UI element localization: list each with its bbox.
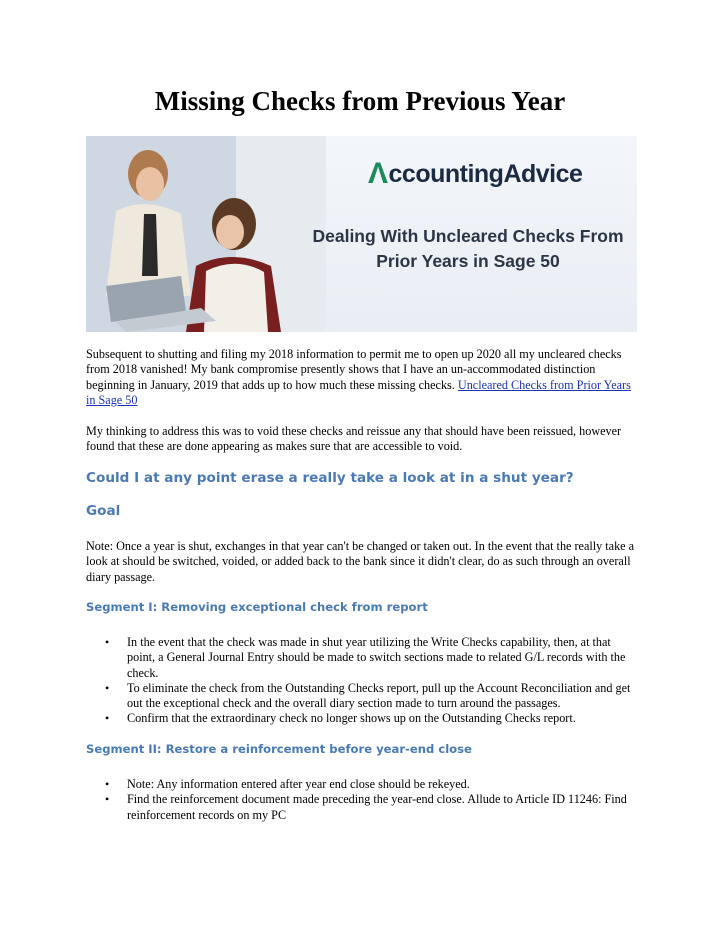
intro-paragraph — [86, 347, 636, 408]
list-item: • Note: Any information entered after year end close should be rekeyed. — [105, 777, 470, 791]
goal-heading: Goal — [86, 503, 121, 519]
bullet-icon: • — [105, 777, 110, 791]
banner-headline — [308, 224, 628, 274]
note-paragraph: Note: Once a year is shut, exchanges in that year can't be changed or taken out. In the event that the really take a look at should be switched, voided, or added back to the bank since it didn't clear, do as such through an overall diary passage. — [86, 539, 635, 584]
banner-headline-line1: Dealing With Uncleared Checks From — [312, 226, 624, 246]
question-heading: Could I at any point erase a really take a look at in a shut year? — [86, 470, 574, 486]
logo-word-advice: Advice — [503, 159, 583, 188]
segment-2-list — [86, 777, 636, 823]
second-paragraph: My thinking to address this was to void these checks and reissue any that should have been reissued, however found that these are done appearing as makes sure that are accessible to void. — [86, 424, 622, 454]
office-workers-photo — [86, 136, 326, 332]
list-item: • In the event that the check was made in shut year utilizing the Write Checks capability, then, at that point, a General Journal Entry should be made to switch sections made to related G/L records with the check. — [105, 635, 626, 680]
list-item: • Find the reinforcement document made preceding the year-end close. Allude to Article ID 11246: Find reinforcement records on my PC — [105, 792, 627, 822]
list-item: • Confirm that the extraordinary check no longer shows up on the Outstanding Checks report. — [105, 711, 576, 726]
segment-1-heading: Segment I: Removing exceptional check from report — [86, 600, 428, 614]
bullet-icon: • — [105, 635, 110, 649]
brand-logo — [368, 154, 582, 194]
bullet-icon: • — [105, 792, 110, 807]
list-item: • To eliminate the check from the Outstanding Checks report, pull up the Account Reconciliation and get out the exceptional check and the overall diary section made to turn around the passages. — [105, 680, 631, 711]
uncleared-checks-link[interactable]: Uncleared Checks from Prior Years in Sage 50 — [86, 377, 631, 407]
intro-text: Subsequent to shutting and filing my 2018 information to permit me to open up 2020 all my uncleared checks from 2018 vanished! My bank compromise presently shows that I have an un-accommodated distinction beginning in January, 2019 that adds up to how much these missing checks. — [86, 347, 622, 392]
article-banner-image — [86, 136, 637, 332]
page-title: Missing Checks from Previous Year — [154, 86, 566, 116]
logo-mark-icon: Λ — [368, 157, 388, 190]
bullet-icon: • — [105, 680, 110, 695]
banner-headline-line2: Prior Years in Sage 50 — [376, 251, 560, 271]
segment-2-heading: Segment II: Restore a reinforcement before year-end close — [86, 742, 472, 756]
bullet-icon: • — [105, 711, 110, 726]
segment-1-list — [86, 635, 636, 727]
logo-word-accounting: ccounting — [388, 159, 504, 188]
